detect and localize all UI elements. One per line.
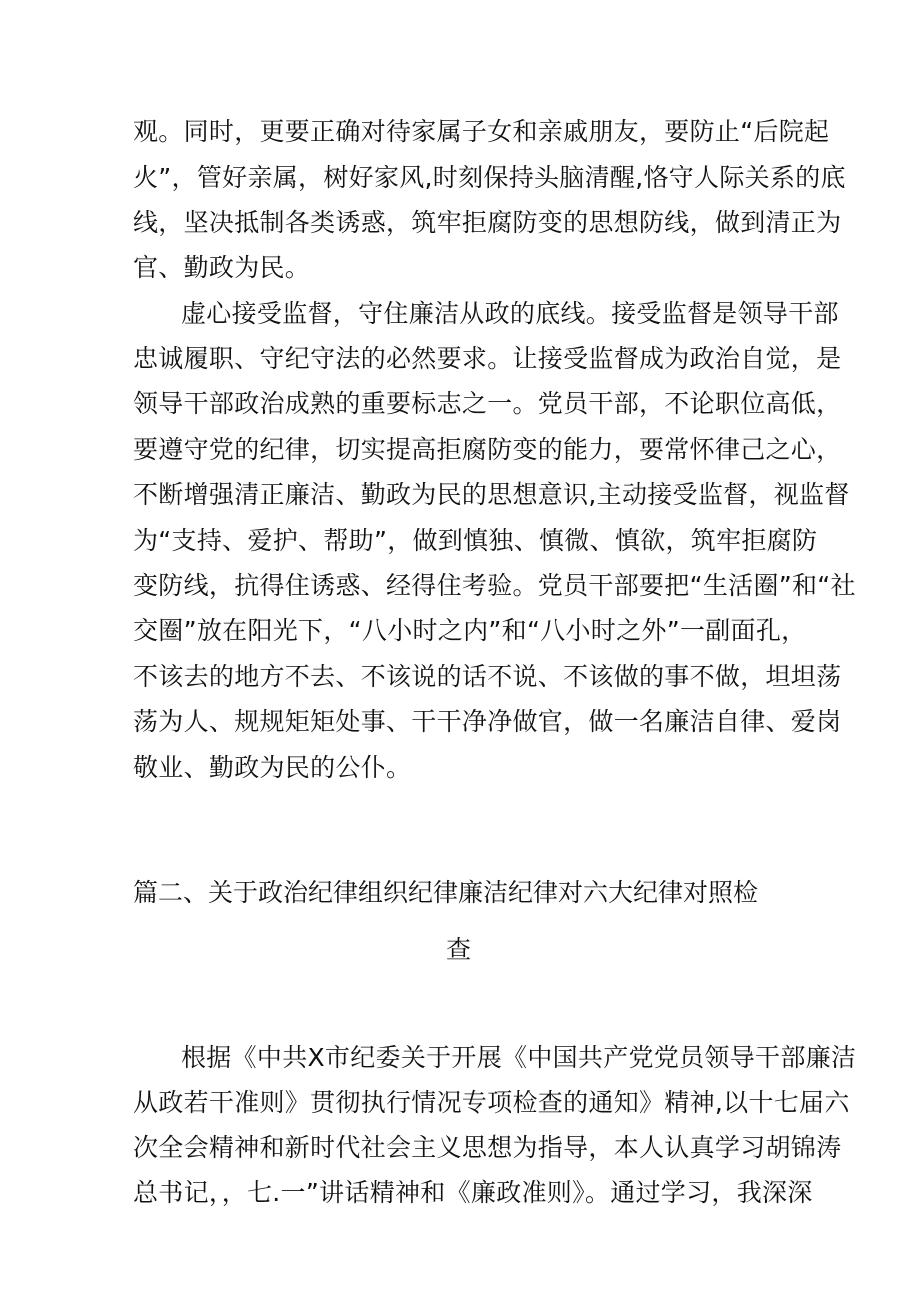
paragraph2-line-6: 为“支持、爱护、帮助”，做到慎独、慎微、慎欲，筑牢拒腐防 xyxy=(133,526,818,555)
paragraph2-line-9: 不该去的地方不去、不该说的话不说、不该做的事不做，坦坦荡 xyxy=(133,662,842,691)
paragraph2-line-5: 不断增强清正廉洁、勤政为民的思想意识,主动接受监督，视监督 xyxy=(133,480,850,509)
paragraph3-line-4: 总书记，，七.一”讲话精神和《廉政准则》。通过学习，我深深 xyxy=(133,1178,813,1207)
paragraph2-line-2: 忠诚履职、守纪守法的必然要求。让接受监督成为政治自觉，是 xyxy=(133,344,842,373)
section-heading-line-2: 查 xyxy=(446,935,472,964)
paragraph2-line-7: 变防线，抗得住诱惑、经得住考验。党员干部要把“生活圈”和“社 xyxy=(133,571,856,600)
paragraph1-line-2: 火”，管好亲属，树好家风,时刻保持头脑清醒,恪守人际关系的底 xyxy=(133,163,846,192)
paragraph1-line-3: 线，坚决抵制各类诱惑，筑牢拒腐防变的思想防线，做到清正为 xyxy=(133,208,842,237)
paragraph2-line-1: 虚心接受监督，守住廉洁从政的底线。接受监督是领导干部 xyxy=(181,299,839,328)
paragraph3-line-1: 根据《中共X市纪委关于开展《中国共产党党员领导干部廉洁 xyxy=(181,1043,857,1072)
paragraph2-line-8: 交圈”放在阳光下，“八小时之内”和“八小时之外”一副面孔， xyxy=(133,616,807,645)
paragraph1-line-1: 观。同时，更要正确对待家属子女和亲戚朋友，要防止“后院起 xyxy=(133,117,830,146)
paragraph1-line-4: 官、勤政为民。 xyxy=(133,253,311,282)
paragraph2-line-4: 要遵守党的纪律，切实提高拒腐防变的能力，要常怀律己之心， xyxy=(133,435,842,464)
paragraph2-line-11: 敬业、勤政为民的公仆。 xyxy=(133,753,412,782)
paragraph2-line-3: 领导干部政治成熟的重要标志之一。党员干部，不论职位高低， xyxy=(133,389,842,418)
paragraph3-line-2: 从政若干准则》贯彻执行情况专项检查的通知》精神,以十七届六 xyxy=(133,1088,850,1117)
paragraph2-line-10: 荡为人、规规矩矩处事、干干净净做官，做一名廉洁自律、爱岗 xyxy=(133,707,842,736)
paragraph3-line-3: 次全会精神和新时代社会主义思想为指导，本人认真学习胡锦涛 xyxy=(133,1133,842,1162)
section-heading-line-1: 篇二、关于政治纪律组织纪律廉洁纪律对六大纪律对照检 xyxy=(133,878,759,907)
